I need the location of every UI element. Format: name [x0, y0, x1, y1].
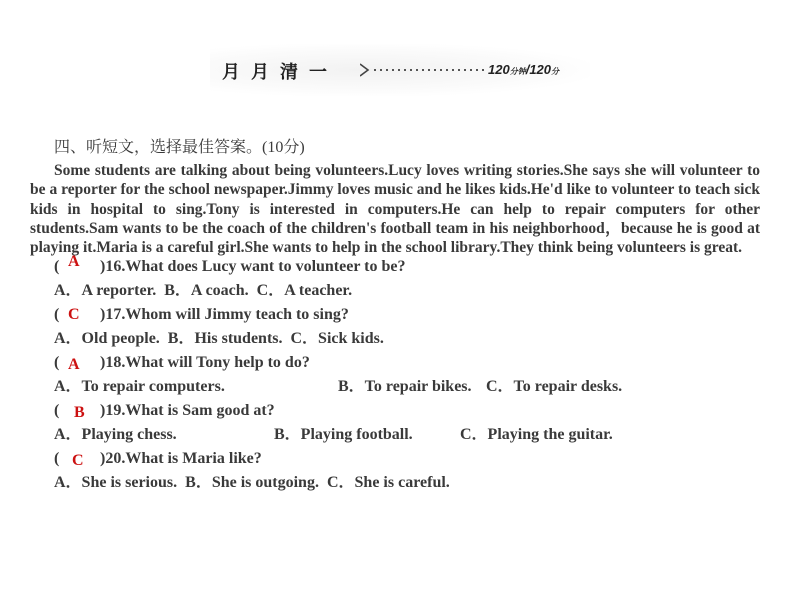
question-17 — [54, 305, 760, 329]
option-c: C．Playing the guitar. — [460, 426, 613, 444]
banner-time-score: 120分钟/120分 — [488, 62, 560, 77]
option-a: A．She is serious. — [54, 474, 178, 492]
option-c: C．A teacher. — [256, 282, 353, 300]
banner-title: 月月清一 — [222, 62, 338, 83]
question-text: )19.What is Sam good at? — [100, 402, 275, 420]
options-19 — [54, 425, 760, 449]
answer-mark: C — [68, 306, 80, 324]
question-19 — [54, 401, 760, 425]
time-value: 120 — [488, 62, 510, 77]
answer-mark: C — [72, 452, 84, 470]
option-a: A．To repair computers. — [54, 378, 225, 396]
options-18 — [54, 377, 760, 401]
answer-bracket: ( C — [54, 306, 80, 324]
answer-bracket: ( A — [54, 253, 80, 276]
option-a: A．Old people. — [54, 330, 160, 348]
options-17 — [54, 329, 760, 353]
answer-mark: B — [74, 404, 85, 422]
option-c: C．Sick kids. — [290, 330, 384, 348]
option-b: B．A coach. — [164, 282, 249, 300]
score-unit: 分 — [551, 67, 560, 76]
question-text: )18.What will Tony help to do? — [100, 354, 310, 372]
option-b: B．His students. — [167, 330, 283, 348]
question-text: )16.What does Lucy want to volunteer to be? — [100, 258, 406, 276]
answer-mark: A — [68, 356, 80, 374]
option-b: B．She is outgoing. — [185, 474, 319, 492]
option-c: C．She is careful. — [326, 474, 450, 492]
question-text: )17.Whom will Jimmy teach to sing? — [100, 306, 349, 324]
option-c: C．To repair desks. — [486, 378, 623, 396]
header-banner — [210, 44, 590, 96]
exercise-section — [30, 138, 760, 497]
question-20 — [54, 449, 760, 473]
option-a: A．A reporter. — [54, 282, 157, 300]
option-b: B．Playing football. — [274, 426, 413, 444]
question-16 — [54, 253, 760, 281]
dotted-arrow-icon — [360, 62, 490, 78]
answer-bracket: ( A — [54, 354, 80, 374]
section-heading: 四、听短文，选择最佳答案。(10分) — [54, 139, 305, 156]
answer-bracket: ( C — [54, 450, 84, 470]
listening-passage: Some students are talking about being volunteers.Lucy loves writing stories.She says she will volunteer to be a reporter for the school newspaper.Jimmy loves music and he likes kids.He'd like to volunteer to teach sick kids in hospital to sing.Tony is interested in computers.He can help to repair computers for other students.Sam wants to be the coach of the children's football team in his neighborhood，because he is good at playing it.Maria is a careful girl.She wants to help in the school library.They think being volunteers is great. — [30, 162, 760, 257]
answer-bracket: ( B — [54, 402, 85, 422]
score-value: 120 — [529, 62, 552, 77]
options-16 — [54, 281, 760, 305]
time-unit: 分钟 — [509, 67, 526, 76]
question-text: )20.What is Maria like? — [100, 450, 262, 468]
question-18 — [54, 353, 760, 377]
option-a: A．Playing chess. — [54, 426, 177, 444]
options-20 — [54, 473, 760, 497]
answer-mark: A — [68, 253, 80, 271]
option-b: B．To repair bikes. — [338, 378, 472, 396]
